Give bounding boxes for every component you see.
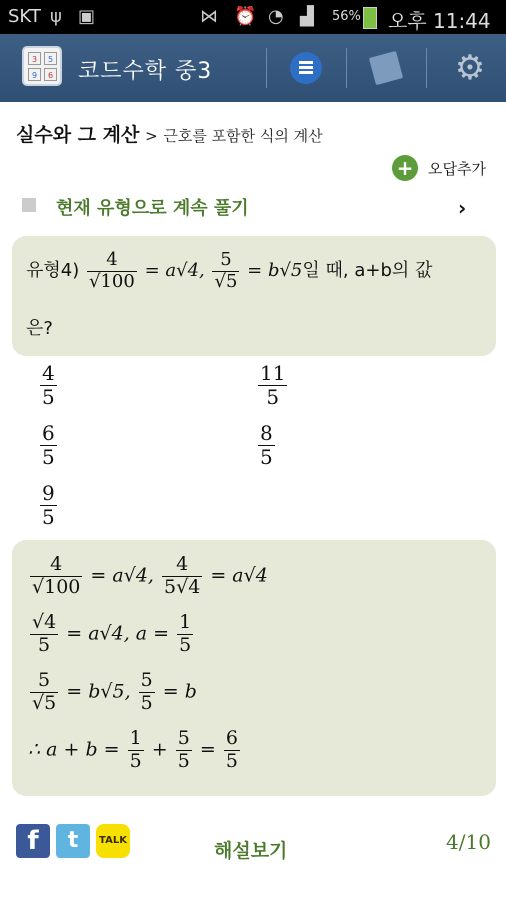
breadcrumb-sub: 근호를 포함한 식의 계산	[163, 127, 323, 145]
question-text	[26, 250, 432, 292]
twitter-share-icon[interactable]: t	[56, 824, 90, 858]
solution-box	[12, 540, 496, 796]
signal-icon: ▟	[300, 6, 314, 27]
question-line-2: 은?	[26, 318, 53, 339]
question-suffix: 일 때, a+b의 값	[302, 260, 433, 282]
app-logo-icon[interactable]: 3 5 9 6	[22, 46, 62, 86]
gear-icon[interactable]: ⚙	[454, 48, 486, 88]
question-prefix: 유형4)	[26, 260, 80, 282]
view-explanation-button[interactable]: 해설보기	[214, 840, 288, 862]
battery-percent: 56%	[332, 9, 361, 24]
continue-label: 현재 유형으로 계속 풀기	[56, 198, 249, 219]
option-1[interactable]: $\frac{4}{5}$	[42, 361, 55, 409]
equation-part: = b√5	[247, 260, 303, 282]
solution-line-3: $\frac{5}{√5}$ = b√5, $\frac{5}{5}$ = b	[32, 669, 197, 714]
fraction: $\frac{5}{√5}$	[214, 249, 238, 292]
fraction: $\frac{4}{√100}$	[89, 249, 135, 292]
battery-icon	[363, 7, 377, 29]
option-4[interactable]: $\frac{8}{5}$	[260, 421, 273, 469]
status-bar	[0, 0, 506, 34]
list-menu-icon[interactable]	[290, 52, 322, 84]
solution-line-1: $\frac{4}{√100}$ = a√4, $\frac{4}{5√4}$ = a√4	[32, 553, 268, 598]
solution-line-4: ∴ a + b = $\frac{1}{5}$ + $\frac{5}{5}$ = $\frac{6}{5}$	[28, 727, 238, 772]
page-indicator: 4/10	[446, 830, 491, 854]
option-2[interactable]: $\frac{11}{5}$	[260, 361, 286, 409]
breadcrumb	[16, 120, 323, 147]
image-icon: ▣	[78, 6, 96, 27]
continue-same-type-row[interactable]	[22, 194, 482, 218]
vibrate-icon: ⋈	[200, 6, 218, 27]
equation-part: = a√4,	[144, 260, 205, 282]
solution-line-2: $\frac{√4}{5}$ = a√4, a = $\frac{1}{5}$	[32, 611, 192, 656]
question-box	[12, 236, 496, 356]
plus-icon: +	[392, 155, 418, 181]
divider	[426, 48, 427, 88]
usb-icon: ψ	[50, 6, 62, 27]
alarm-icon: ⏰	[234, 6, 257, 27]
divider	[346, 48, 347, 88]
kakaotalk-share-icon[interactable]: TALK	[96, 824, 130, 858]
breadcrumb-separator: >	[145, 127, 158, 145]
app-title: 코드수학 중3	[78, 59, 213, 84]
notebook-icon[interactable]	[369, 51, 403, 85]
option-5[interactable]: $\frac{9}{5}$	[42, 481, 55, 529]
add-wrong-label: 오답추가	[428, 160, 486, 178]
app-bar	[0, 34, 506, 102]
chevron-right-icon[interactable]: ›	[458, 196, 467, 220]
clock: 오후 11:44	[388, 9, 491, 33]
carrier-label: SKT	[8, 6, 41, 27]
checkbox-icon[interactable]	[22, 198, 36, 212]
wifi-icon: ◔	[268, 6, 284, 27]
breadcrumb-main: 실수와 그 계산	[16, 124, 140, 146]
facebook-share-icon[interactable]: f	[16, 824, 50, 858]
divider	[266, 48, 267, 88]
option-3[interactable]: $\frac{6}{5}$	[42, 421, 55, 469]
